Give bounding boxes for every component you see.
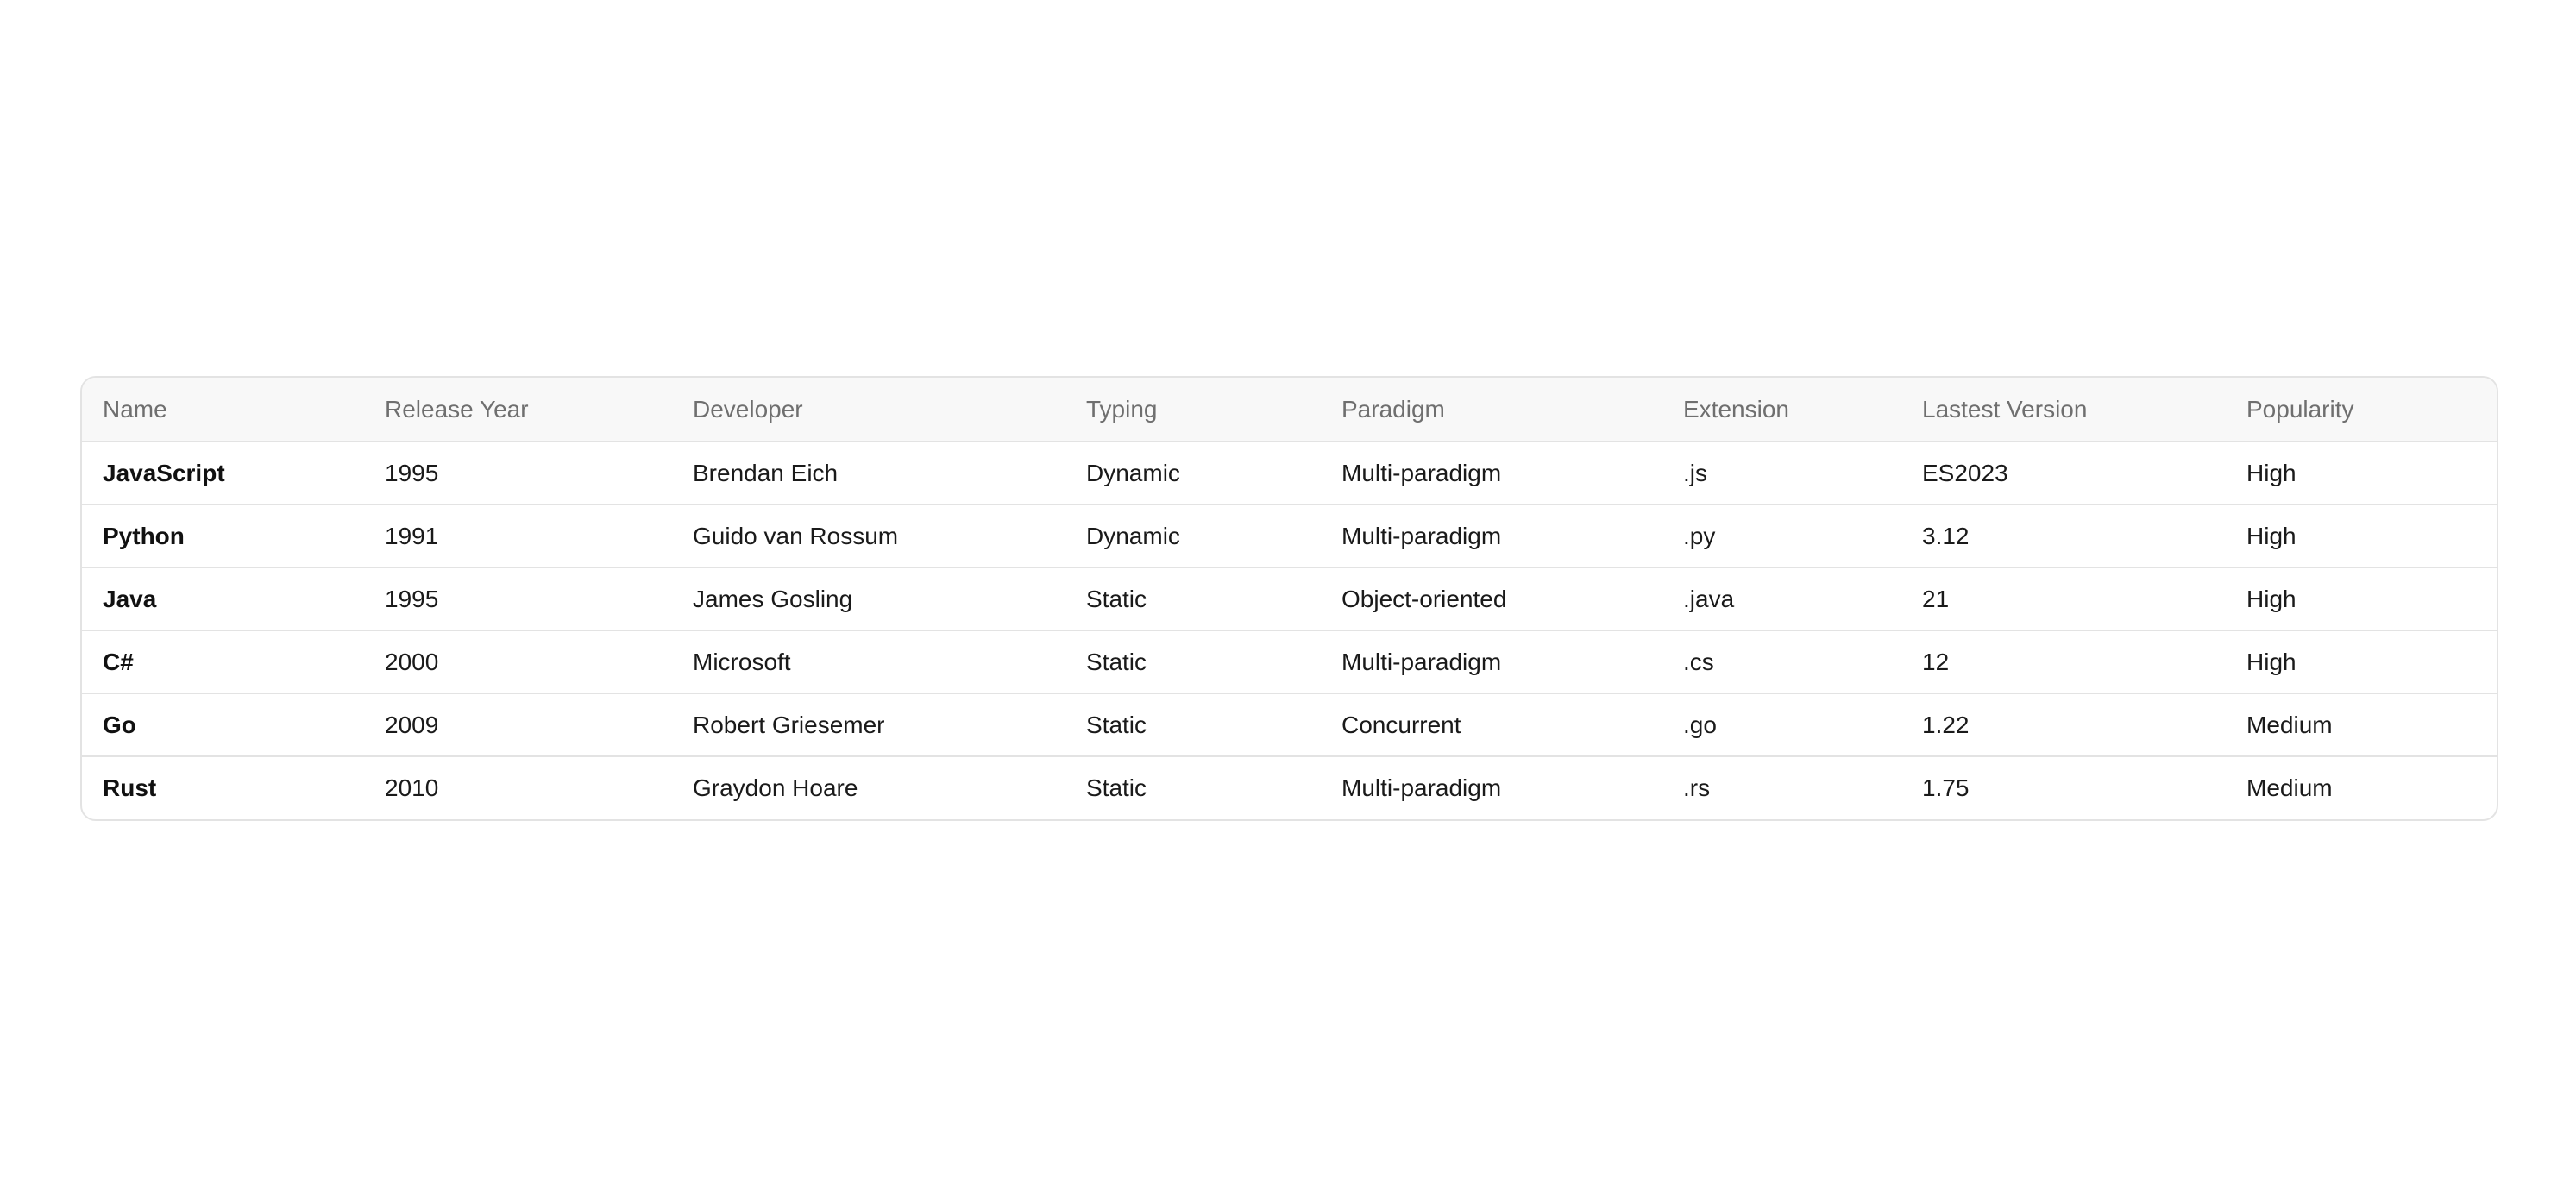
cell-name: Python — [82, 504, 364, 567]
cell-developer: Graydon Hoare — [693, 774, 858, 801]
cell-release-year: 1991 — [364, 504, 672, 567]
languages-table-container — [80, 376, 2498, 821]
table-row[interactable] — [82, 630, 2497, 693]
cell-name: Go — [82, 693, 364, 756]
cell-release-year: 1995 — [364, 442, 672, 504]
column-header-latest-version[interactable]: Lastest Version — [1901, 378, 2226, 442]
column-header-release-year[interactable]: Release Year — [364, 378, 672, 442]
cell-typing: Static — [1065, 630, 1321, 693]
cell-extension: .cs — [1662, 630, 1901, 693]
cell-latest-version: 1.75 — [1922, 774, 1970, 801]
cell-release-year: 2000 — [364, 630, 672, 693]
table-row[interactable] — [82, 693, 2497, 756]
cell-developer: Brendan Eich — [672, 442, 1065, 504]
languages-table — [82, 378, 2497, 819]
cell-extension: .rs — [1683, 774, 1711, 801]
cell-release-year: 1995 — [364, 567, 672, 630]
cell-typing: Static — [1086, 774, 1147, 801]
cell-paradigm: Multi-paradigm — [1341, 774, 1502, 801]
column-header-extension[interactable]: Extension — [1662, 378, 1901, 442]
cell-typing: Dynamic — [1065, 442, 1321, 504]
cell-popularity: High — [2226, 504, 2497, 567]
cell-release-year: 2009 — [364, 693, 672, 756]
cell-release-year: 2010 — [385, 774, 439, 801]
cell-popularity: High — [2226, 442, 2497, 504]
table-row[interactable] — [82, 756, 2497, 819]
cell-developer: Robert Griesemer — [672, 693, 1065, 756]
cell-paradigm: Object-oriented — [1321, 567, 1662, 630]
cell-paradigm: Multi-paradigm — [1321, 504, 1662, 567]
cell-popularity: High — [2226, 630, 2497, 693]
column-header-paradigm[interactable]: Paradigm — [1321, 378, 1662, 442]
cell-paradigm: Concurrent — [1321, 693, 1662, 756]
cell-extension: .go — [1662, 693, 1901, 756]
cell-popularity: Medium — [2226, 693, 2497, 756]
table-row[interactable] — [82, 504, 2497, 567]
cell-latest-version: 21 — [1901, 567, 2226, 630]
column-header-popularity[interactable]: Popularity — [2226, 378, 2497, 442]
cell-latest-version: 3.12 — [1901, 504, 2226, 567]
cell-extension: .js — [1662, 442, 1901, 504]
cell-latest-version: 1.22 — [1901, 693, 2226, 756]
cell-paradigm: Multi-paradigm — [1321, 442, 1662, 504]
cell-latest-version: ES2023 — [1901, 442, 2226, 504]
cell-typing: Static — [1065, 693, 1321, 756]
cell-name: C# — [82, 630, 364, 693]
column-header-typing[interactable]: Typing — [1065, 378, 1321, 442]
cell-paradigm: Multi-paradigm — [1321, 630, 1662, 693]
column-header-name[interactable]: Name — [82, 378, 364, 442]
table-row[interactable] — [82, 567, 2497, 630]
cell-name: Java — [82, 567, 364, 630]
table-header-row — [82, 378, 2497, 442]
cell-extension: .py — [1662, 504, 1901, 567]
cell-typing: Static — [1065, 567, 1321, 630]
cell-typing: Dynamic — [1065, 504, 1321, 567]
cell-name: Rust — [103, 774, 157, 801]
cell-popularity: High — [2226, 567, 2497, 630]
column-header-developer[interactable]: Developer — [672, 378, 1065, 442]
cell-name: JavaScript — [82, 442, 364, 504]
table-row[interactable] — [82, 442, 2497, 504]
cell-developer: Guido van Rossum — [672, 504, 1065, 567]
cell-extension: .java — [1662, 567, 1901, 630]
cell-popularity: Medium — [2246, 774, 2333, 801]
cell-developer: James Gosling — [672, 567, 1065, 630]
cell-latest-version: 12 — [1901, 630, 2226, 693]
cell-developer: Microsoft — [672, 630, 1065, 693]
